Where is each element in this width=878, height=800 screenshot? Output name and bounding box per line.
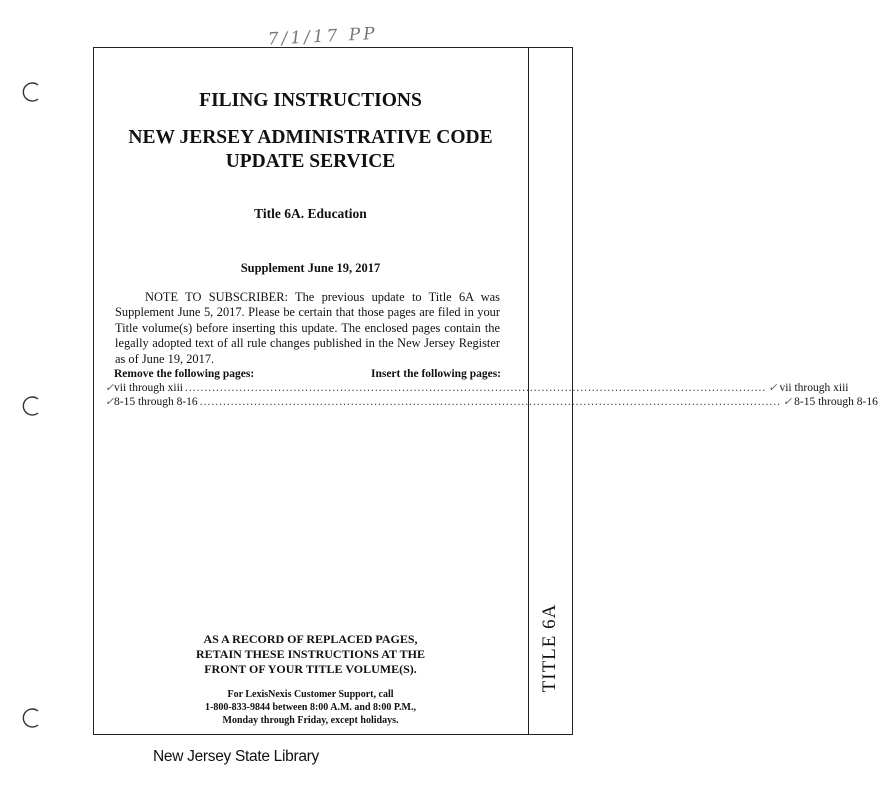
remove-header: Remove the following pages: <box>114 368 255 380</box>
check-mark-icon: ✓ <box>105 382 115 394</box>
insert-header: Insert the following pages: <box>370 368 501 380</box>
punch-hole-icon <box>20 80 44 104</box>
check-mark-icon: ✓ <box>768 382 778 394</box>
table-row <box>105 381 849 395</box>
remove-pages: vii through xiii <box>114 382 183 394</box>
support-line-1: For LexisNexis Customer Support, call <box>227 689 394 700</box>
insert-pages: 8-15 through 8-16 <box>794 396 878 408</box>
code-title <box>93 126 528 174</box>
remove-pages: 8-15 through 8-16 <box>114 396 198 408</box>
filing-instructions-title: FILING INSTRUCTIONS <box>199 90 422 111</box>
customer-support-info <box>93 688 528 727</box>
code-title-line-1: NEW JERSEY ADMINISTRATIVE CODE <box>128 127 493 148</box>
library-stamp: New Jersey State Library <box>153 748 319 765</box>
handwritten-annotation: 7/1/17 PP <box>267 23 379 50</box>
title-tab-label: TITLE 6A <box>539 603 560 693</box>
title-name: Title 6A. Education <box>254 206 367 221</box>
record-notice-line-3: FRONT OF YOUR TITLE VOLUME(S). <box>204 662 417 676</box>
note-to-subscriber: NOTE TO SUBSCRIBER: The previous update to Title 6A was Supplement June 5, 2017. Please be certain that those pages are filed in your Title volume(s) before inserting this update. The enclosed pages contain the legally adopted text of all rule changes published in the New Jersey Register as of June 19, 2017. <box>115 290 500 366</box>
punch-hole-icon <box>20 706 44 730</box>
record-notice <box>93 632 528 677</box>
support-line-2: 1-800-833-9844 between 8:00 A.M. and 8:00 P.M., <box>204 702 416 713</box>
table-header <box>114 367 501 381</box>
check-mark-icon: ✓ <box>105 396 115 408</box>
insert-pages: vii through xiii <box>779 382 849 394</box>
supplement-date: Supplement June 19, 2017 <box>240 261 381 275</box>
dot-leader: ...................................................................................................................................................... <box>185 382 767 394</box>
punch-hole-icon <box>20 394 44 418</box>
dot-leader: ...................................................................................................................................................... <box>199 396 781 408</box>
code-title-line-2: UPDATE SERVICE <box>225 151 396 172</box>
table-row <box>105 395 878 409</box>
check-mark-icon: ✓ <box>782 396 793 408</box>
support-line-3: Monday through Friday, except holidays. <box>222 715 399 726</box>
record-notice-line-2: RETAIN THESE INSTRUCTIONS AT THE <box>196 647 425 661</box>
page-replacement-table <box>105 367 878 409</box>
record-notice-line-1: AS A RECORD OF REPLACED PAGES, <box>203 632 418 646</box>
